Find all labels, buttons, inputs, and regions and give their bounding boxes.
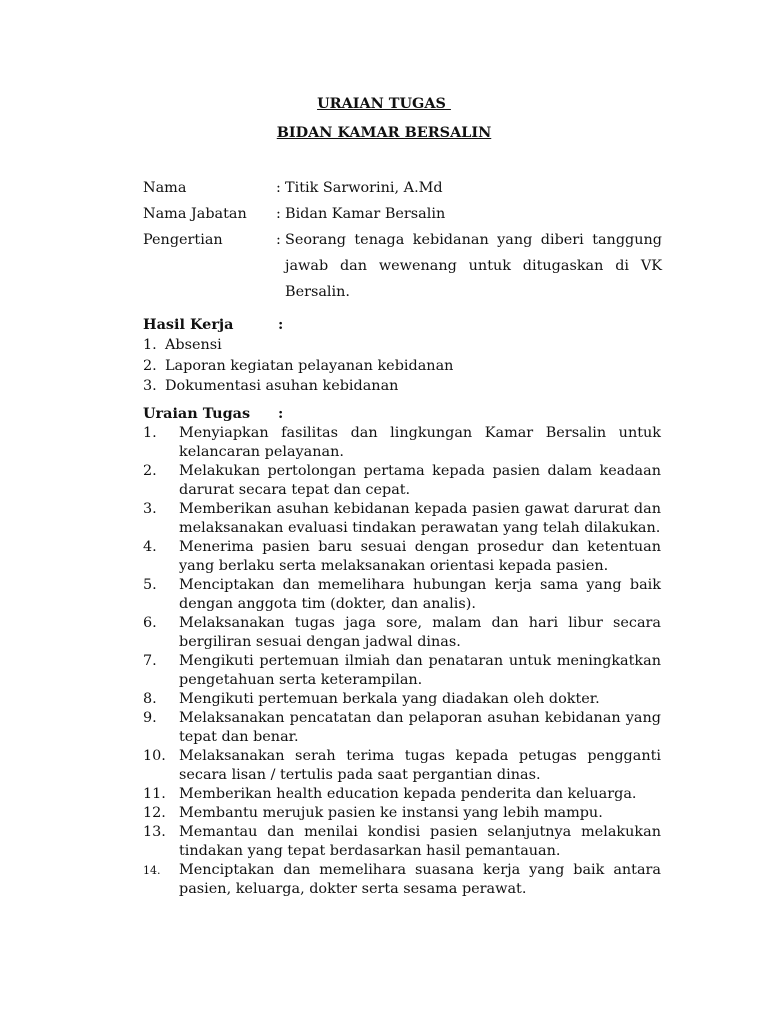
list-text: Melaksanakan tugas jaga sore, malam dan hari libur secara bergiliran sesuai dengan jadwal dinas. bbox=[179, 615, 661, 650]
list-item bbox=[143, 861, 661, 899]
list-text: Menerima pasien baru sesuai dengan prosedur dan ketentuan yang berlaku serta melaksanakan orientasi kepada pasien. bbox=[179, 539, 661, 574]
list-number: 3. bbox=[143, 501, 157, 517]
list-number: 5. bbox=[143, 577, 157, 593]
list-item bbox=[143, 823, 661, 861]
list-text: Absensi bbox=[165, 337, 222, 353]
list-text: Melaksanakan serah terima tugas kepada petugas pengganti secara lisan / tertulis pada saat pergantian dinas. bbox=[179, 748, 661, 783]
list-item bbox=[143, 335, 453, 356]
list-item bbox=[143, 747, 661, 785]
list-number: 3. bbox=[143, 378, 157, 394]
list-number: 1. bbox=[143, 337, 157, 353]
list-item bbox=[143, 376, 453, 397]
uraian-tugas-heading bbox=[143, 404, 284, 424]
list-item bbox=[143, 652, 661, 690]
list-text: Melaksanakan pencatatan dan pelaporan asuhan kebidanan yang tepat dan benar. bbox=[179, 710, 661, 745]
section-heading-text: Hasil Kerja bbox=[143, 316, 234, 333]
list-text: Laporan kegiatan pelayanan kebidanan bbox=[165, 357, 454, 374]
list-text: Melakukan pertolongan pertama kepada pasien dalam keadaan darurat secara tepat dan cepat. bbox=[179, 463, 661, 498]
list-text: Membantu merujuk pasien ke instansi yang lebih mampu. bbox=[179, 805, 603, 821]
list-number: 1. bbox=[143, 425, 157, 441]
list-item bbox=[143, 690, 661, 709]
list-item bbox=[143, 804, 661, 823]
uraian-tugas-list bbox=[143, 424, 661, 899]
field-label: Nama Jabatan bbox=[143, 206, 247, 222]
field-value: Titik Sarworini, A.Md bbox=[285, 180, 443, 196]
list-text: Dokumentasi asuhan kebidanan bbox=[165, 378, 399, 394]
list-item bbox=[143, 424, 661, 462]
hasil-kerja-heading bbox=[143, 315, 284, 335]
list-text: Mengikuti pertemuan berkala yang diadakan oleh dokter. bbox=[179, 691, 600, 707]
list-number: 7. bbox=[143, 653, 157, 669]
list-number: 13. bbox=[143, 824, 166, 840]
list-number: 2. bbox=[143, 357, 157, 374]
list-number: 9. bbox=[143, 710, 157, 726]
field-value: Bidan Kamar Bersalin bbox=[285, 206, 446, 222]
section-heading-colon: : bbox=[278, 405, 284, 422]
list-text: Menciptakan dan memelihara hubungan kerja sama yang baik dengan anggota tim (dokter, dan analis). bbox=[179, 577, 661, 612]
list-text: Memantau dan menilai kondisi pasien selanjutnya melakukan tindakan yang tepat berdasarkan hasil pemantauan. bbox=[179, 824, 661, 859]
list-item bbox=[143, 462, 661, 500]
field-colon: : bbox=[276, 206, 281, 222]
section-heading-colon: : bbox=[278, 316, 284, 333]
list-text: Menciptakan dan memelihara suasana kerja yang baik antara pasien, keluarga, dokter serta sesama perawat. bbox=[179, 862, 661, 897]
hasil-kerja-list bbox=[143, 335, 453, 397]
list-item bbox=[143, 576, 661, 614]
list-number: 2. bbox=[143, 463, 157, 479]
list-number: 10. bbox=[143, 748, 166, 764]
field-colon: : bbox=[276, 180, 281, 196]
list-item bbox=[143, 356, 453, 377]
document-subtitle: BIDAN KAMAR BERSALIN bbox=[276, 124, 492, 141]
list-item bbox=[143, 709, 661, 747]
field-value: Seorang tenaga kebidanan yang diberi tanggung jawab dan wewenang untuk ditugaskan di VK Bersalin. bbox=[285, 232, 662, 300]
list-text: Memberikan asuhan kebidanan kepada pasien gawat darurat dan melaksanakan evaluasi tindakan perawatan yang telah dilakukan. bbox=[179, 501, 661, 536]
field-label: Nama bbox=[143, 180, 187, 196]
list-item bbox=[143, 500, 661, 538]
list-item bbox=[143, 785, 661, 804]
list-number: 12. bbox=[143, 805, 166, 821]
section-heading-text: Uraian Tugas bbox=[143, 405, 251, 422]
list-number: 4. bbox=[143, 539, 157, 555]
list-number: 14. bbox=[143, 864, 161, 877]
field-label: Pengertian bbox=[143, 232, 223, 248]
list-number: 11. bbox=[143, 786, 166, 802]
field-colon: : bbox=[276, 232, 281, 248]
list-item bbox=[143, 538, 661, 576]
list-number: 8. bbox=[143, 691, 157, 707]
list-text: Mengikuti pertemuan ilmiah dan penataran untuk meningkatkan pengetahuan serta keterampilan. bbox=[179, 653, 661, 688]
list-number: 6. bbox=[143, 615, 157, 631]
list-text: Memberikan health education kepada penderita dan keluarga. bbox=[179, 786, 637, 802]
list-text: Menyiapkan fasilitas dan lingkungan Kamar Bersalin untuk kelancaran pelayanan. bbox=[179, 425, 661, 460]
document-title: URAIAN TUGAS bbox=[317, 95, 451, 112]
list-item bbox=[143, 614, 661, 652]
